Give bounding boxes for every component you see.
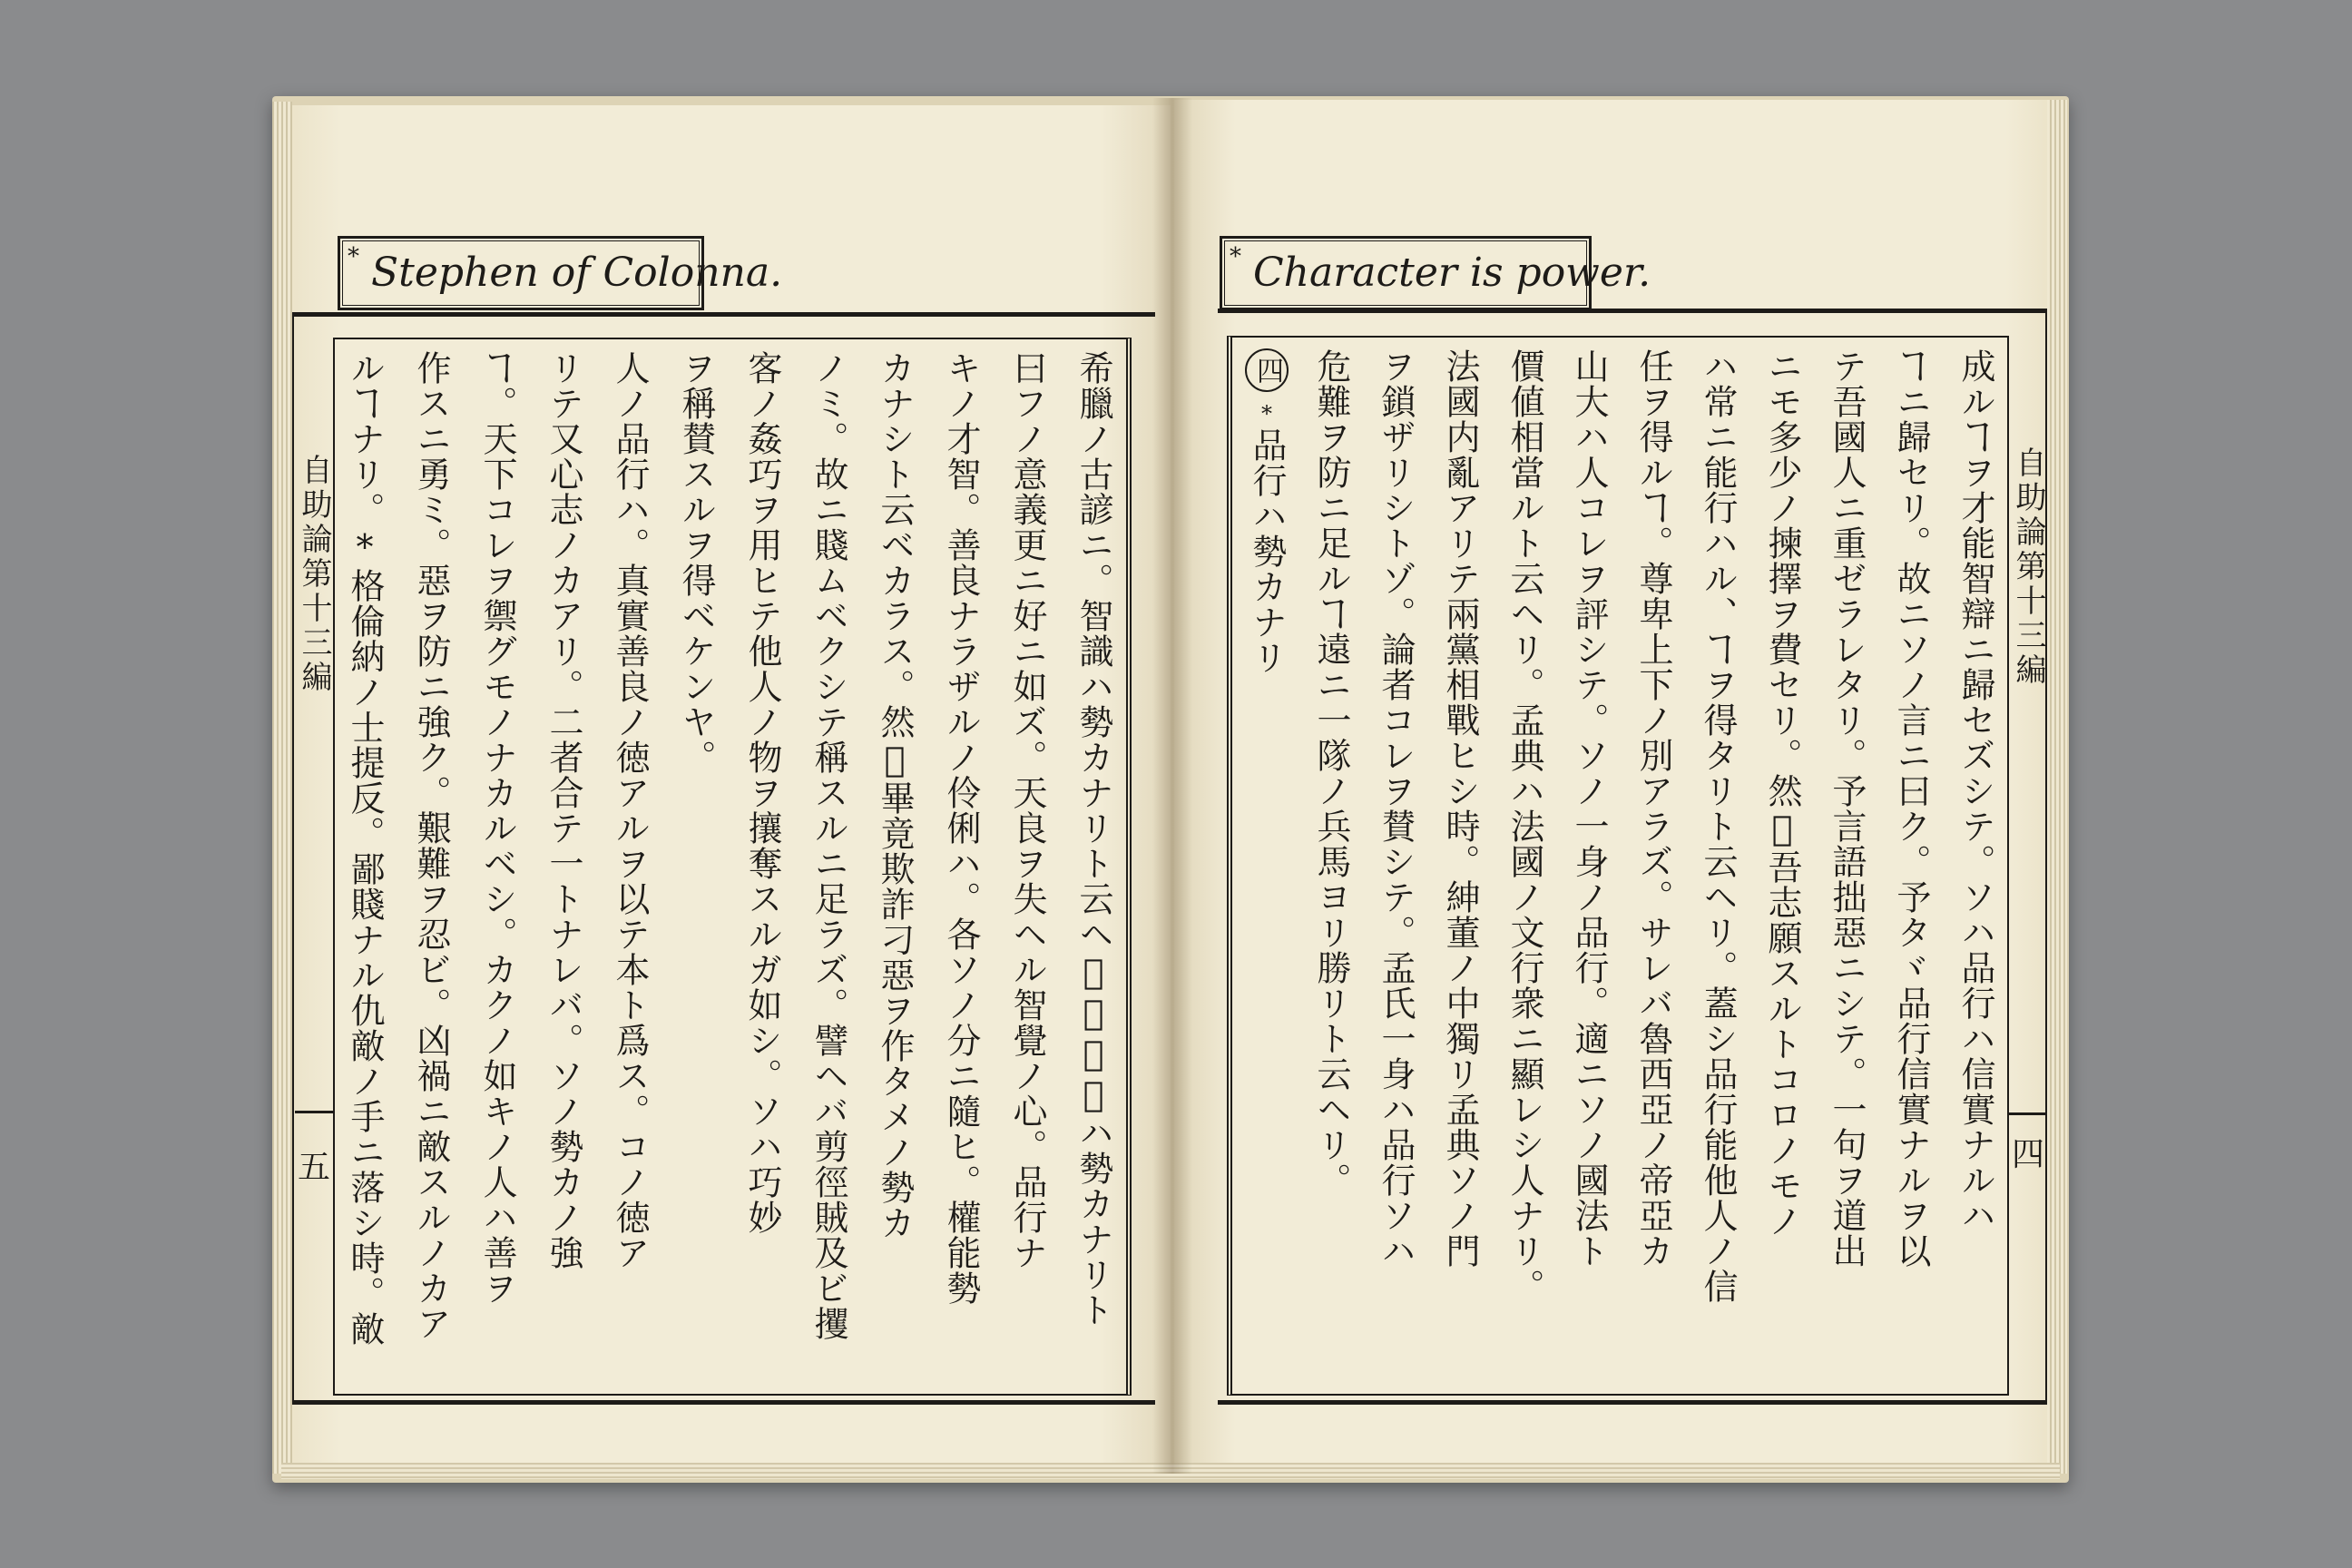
text-column: 價値相當ルト云ヘリ。孟典ハ法國ノ文行衆ニ顯レシ人ナリ。 [1504, 348, 1544, 1304]
text-column: ニモ多少ノ揀擇ヲ費セリ。然𪜈吾志願スルトコロノモノ [1762, 348, 1802, 1239]
right-text-box [1227, 336, 2009, 1396]
text-column: 人ノ品行ハ。真實善良ノ徳アルヲ以テ本ト爲ス。コノ徳ア [610, 350, 650, 1270]
right-header-text: Character is power. [1253, 250, 1651, 296]
text-column: ヿ。天下コレヲ禦グモノナカルベシ。カクノ如キノ人ハ善ヲ [477, 350, 517, 1306]
text-column: ヲ稱賛スルヲ得ベケンヤ。 [676, 350, 716, 775]
right-margin-title: 自助論第十三編 [2010, 446, 2046, 688]
left-text-box [333, 338, 1132, 1396]
text-column: カナシト云ベカラス。然𪜈畢竟欺詐刁惡ヲ作タメノ勢カ [875, 350, 915, 1240]
text-column: テ吾國人ニ重ゼラレタリ。予言語拙惡ニシテ。一句ヲ道出 [1827, 348, 1867, 1269]
left-page-edges [272, 102, 292, 1474]
text-column: ヲ鎖ザリシトゾ。論者コレヲ賛シテ。孟氏一身ハ品行ソハ [1376, 348, 1416, 1269]
left-header-box [338, 236, 783, 310]
section-heading-column [1234, 345, 1298, 1388]
text-column: 危難ヲ防ニ足ルヿ遠ニ一隊ノ兵馬ヨリ勝リト云ヘリ。 [1311, 348, 1351, 1198]
right-page-number: 四 [2011, 1136, 2044, 1173]
left-header-asterisk: * [348, 243, 359, 270]
text-column: 客ノ姦巧ヲ用ヒテ他人ノ物ヲ攘奪スルガ如シ。ソハ巧妙 [742, 350, 782, 1235]
text-column: キノ才智。善良ナラザルノ伶俐ハ。各ソノ分ニ隨ヒ。權能勢 [941, 350, 981, 1306]
text-column: 作スニ勇ミ。惡ヲ防ニ強ク。艱難ヲ忍ビ。凶禍ニ敵スルノカア [411, 350, 451, 1341]
text-column: 希臘ノ古諺ニ。智識ハ勢カナリト云ヘ𪜈。品行ハ勢カナリト [1073, 350, 1113, 1328]
section-title: 品行ハ勢カナリ [1247, 427, 1287, 675]
left-header-text: Stephen of Colonna. [371, 250, 783, 296]
right-page-number-rule [2009, 1112, 2047, 1115]
text-column: ルヿナリ。*格倫納ノ士提反。鄙賤ナル仇敵ノ手ニ落シ時。敵 [345, 350, 385, 1347]
left-text-columns [331, 347, 1126, 1392]
text-column: 成ルヿヲ才能智辯ニ歸セズシテ。ソハ品行ハ信實ナルハ [1955, 348, 1995, 1233]
text-column: 任ヲ得ルヿ。尊卑上下ノ別アラズ。サレバ魯西亞ノ帝亞カ [1633, 348, 1673, 1269]
text-column: 法國内亂アリテ兩黨相戰ヒシ時。紳董ノ中獨リ孟典ソノ門 [1440, 348, 1480, 1269]
section-number-circle: 四 [1245, 348, 1289, 392]
text-column: 曰フノ意義更ニ好ニ如ズ。天良ヲ失ヘル智覺ノ心。品行ナ [1007, 350, 1047, 1270]
left-page-number-rule [295, 1111, 333, 1113]
text-column: ヿニ歸セリ。故ニソノ言ニ曰ク。予タヾ品行信實ナルヲ以 [1891, 348, 1931, 1269]
text-column: ノミ。故ニ賤ムベクシテ稱スルニ足ラズ。譬ヘバ剪徑賊及ビ攫 [808, 350, 848, 1341]
text-column: 山大ハ人コレヲ評シテ。ソノ一身ノ品行。適ニソノ國法ト [1569, 348, 1609, 1269]
text-column: ハ常ニ能行ハル、ヿヲ得タリト云ヘリ。蓋シ品行能他人ノ信 [1698, 348, 1738, 1304]
right-text-columns [1230, 345, 2007, 1390]
right-header-box [1220, 236, 1651, 310]
book-gutter [1152, 98, 1192, 1474]
section-asterisk: * [1254, 401, 1279, 427]
right-header-asterisk: * [1230, 243, 1241, 270]
right-page-edges [2047, 100, 2067, 1474]
left-page-number: 五 [297, 1149, 330, 1186]
left-margin-title: 自助論第十三編 [296, 454, 332, 695]
text-column: リテ又心志ノカアリ。二者合テ一トナレバ。ソノ勢カノ強 [544, 350, 583, 1270]
